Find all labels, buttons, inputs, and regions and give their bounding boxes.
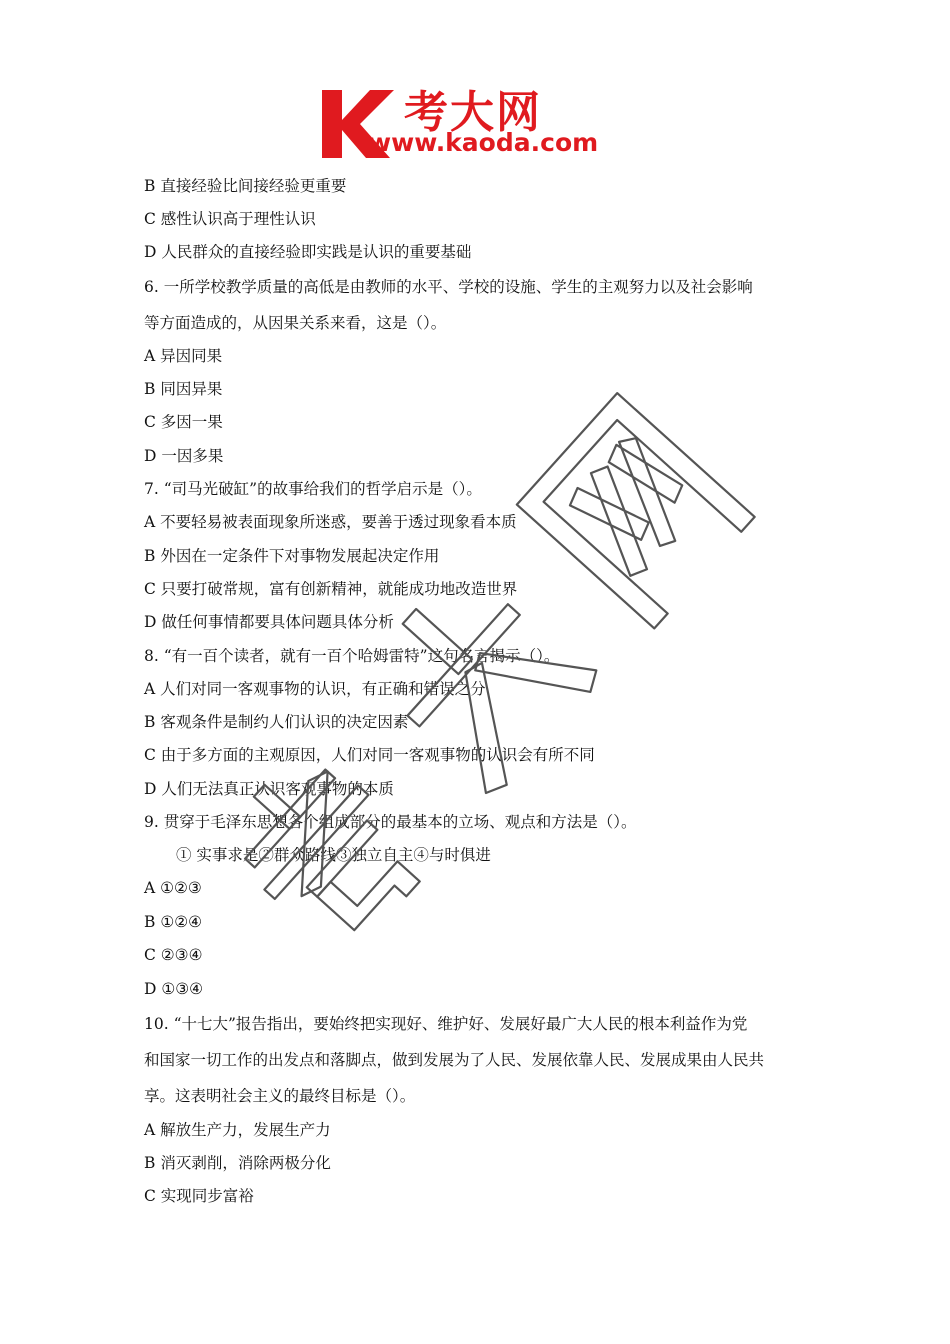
line-1: B 直接经验比间接经验更重要	[144, 177, 347, 195]
question-10-line-2: 和国家一切工作的出发点和落脚点，做到发展为了人民、发展依靠人民、发展成果由人民共	[144, 1051, 765, 1069]
watermark-char-wang	[517, 393, 755, 628]
q8-option-d: D 人们无法真正认识客观事物的本质	[144, 780, 394, 798]
question-6-line-1: 6. 一所学校教学质量的高低是由教师的水平、学校的设施、学生的主观努力以及社会影响	[144, 278, 753, 296]
q7-option-a: A 不要轻易被表面现象所迷惑，要善于透过现象看本质	[144, 513, 517, 531]
q7-option-d: D 做任何事情都要具体问题具体分析	[144, 613, 394, 631]
q6-option-d: D 一因多果	[144, 447, 224, 465]
q8-option-a: A 人们对同一客观事物的认识，有正确和错误之分	[144, 680, 486, 698]
logo-url: www.kaoda.com	[368, 128, 599, 157]
q9-option-a: A ①②③	[144, 879, 202, 897]
question-9: 9. 贯穿于毛泽东思想各个组成部分的最基本的立场、观点和方法是（）。	[144, 813, 637, 831]
q10-option-c: C 实现同步富裕	[144, 1187, 254, 1205]
line-3: D 人民群众的直接经验即实践是认识的重要基础	[144, 243, 472, 261]
line-2: C 感性认识高于理性认识	[144, 210, 316, 228]
q6-option-c: C 多因一果	[144, 413, 223, 431]
question-7: 7. “司马光破缸”的故事给我们的哲学启示是（）。	[144, 480, 482, 498]
q9-option-d: D ①③④	[144, 980, 204, 998]
q8-option-b: B 客观条件是制约人们认识的决定因素	[144, 713, 409, 731]
q10-option-b: B 消灭剥削，消除两极分化	[144, 1154, 331, 1172]
q9-option-c: C ②③④	[144, 946, 203, 964]
question-6-line-2: 等方面造成的，从因果关系来看，这是（）。	[144, 314, 447, 332]
question-8: 8. “有一百个读者，就有一百个哈姆雷特”这句名言揭示（）。	[144, 647, 560, 665]
q6-option-a: A 异因同果	[144, 347, 223, 365]
q8-option-c: C 由于多方面的主观原因，人们对同一客观事物的认识会有所不同	[144, 746, 595, 764]
q7-option-c: C 只要打破常规，富有创新精神，就能成功地改造世界	[144, 580, 518, 598]
question-10-line-1: 10. “十七大”报告指出，要始终把实现好、维护好、发展好最广大人民的根本利益作为党	[144, 1015, 748, 1033]
q9-statements: ① 实事求是②群众路线③独立自主④与时俱进	[176, 846, 491, 864]
q7-option-b: B 外因在一定条件下对事物发展起决定作用	[144, 547, 440, 565]
kaoda-logo	[318, 78, 638, 164]
question-10-line-3: 享。这表明社会主义的最终目标是（）。	[144, 1087, 416, 1105]
logo-name: 考大网	[404, 87, 542, 138]
q6-option-b: B 同因异果	[144, 380, 223, 398]
q9-option-b: B ①②④	[144, 913, 203, 931]
q10-option-a: A 解放生产力，发展生产力	[144, 1121, 331, 1139]
